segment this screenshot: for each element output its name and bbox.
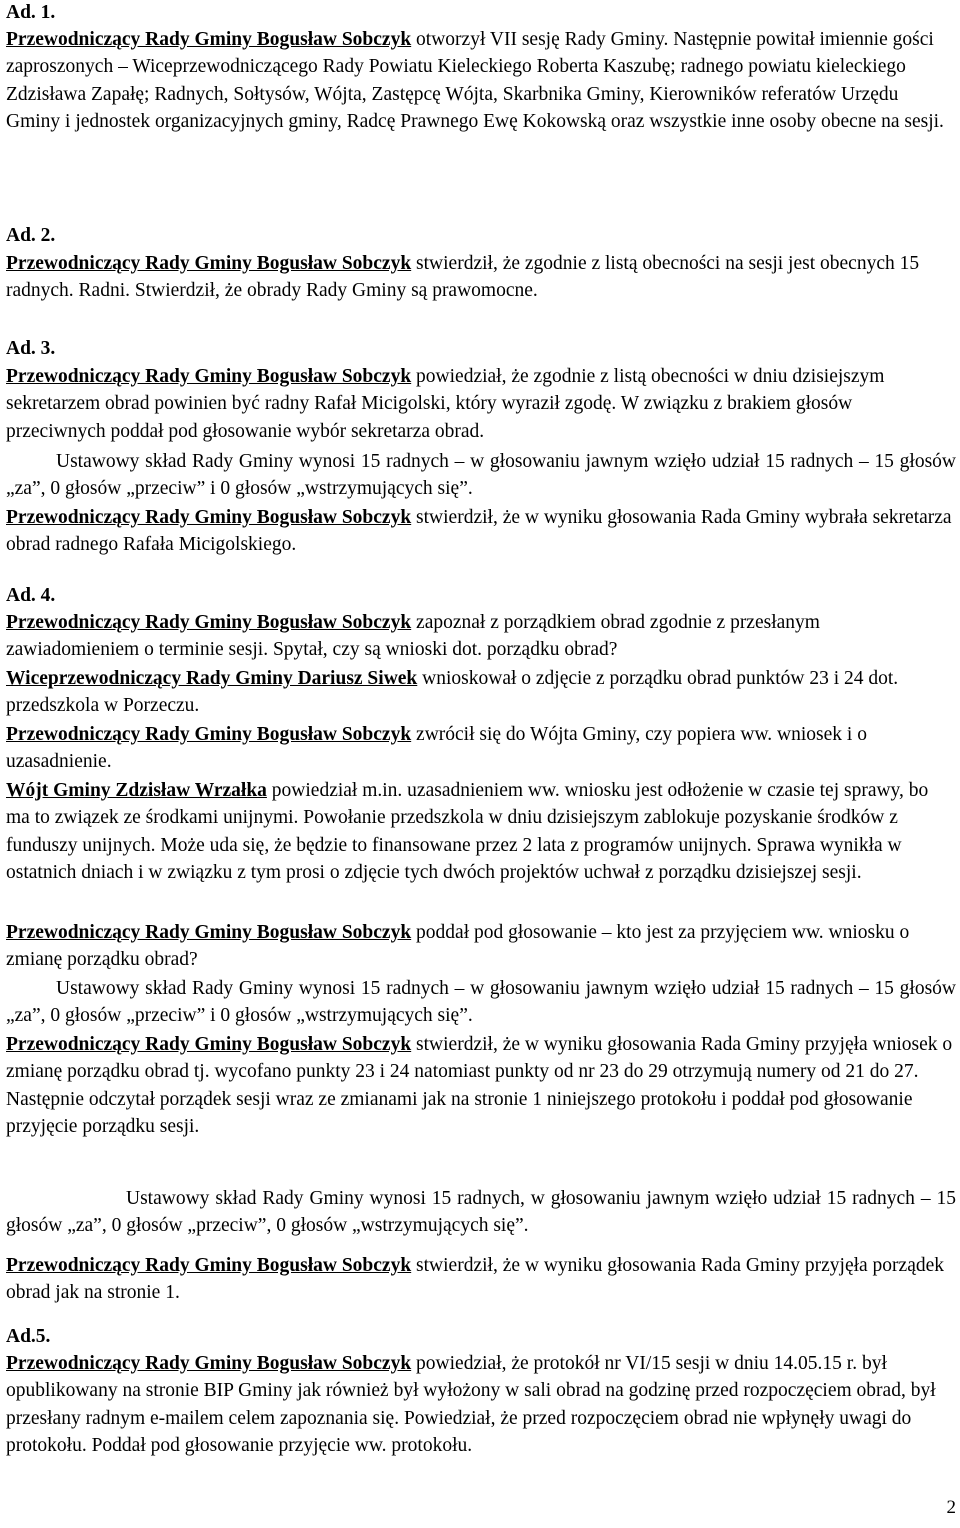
section-heading: Ad. 4. [6, 585, 56, 606]
paragraph [6, 250, 956, 305]
paragraph-text: stwierdził, że w wyniku głosowania Rada Gminy przyjęła wniosek o zmianę porządku obrad tj. wycofano punkty 23 i 24 natomiast punkty od nr 23 do 29 otrzymują numery od 21 do 27. Następnie odczytał porządek sesji wraz ze zmianami jak na stronie 1 niniejszego protokołu i poddał pod głosowanie przyjęcie porządku sesji. [6, 1034, 953, 1137]
speaker-name: Przewodniczący Rady Gminy Bogusław Sobczyk [6, 1034, 412, 1055]
section-heading: Ad.5. [6, 1326, 51, 1347]
speaker-name: Przewodniczący Rady Gminy Bogusław Sobczyk [6, 724, 412, 745]
paragraph-text: powiedział, że protokół nr VI/15 sesji w dniu 14.05.15 r. był opublikowany na stronie BIP Gminy jak również był wyłożony w sali obrad na godzinę przed rozpoczęciem obrad, był przesłany radnym e-mailem celem zapoznania się. Powiedział, że przed rozpoczęciem obrad nie wpłynęły uwagi do protokołu. Poddał pod głosowanie przyjęcie ww. protokołu. [6, 1353, 936, 1456]
paragraph-text: zwrócił się do Wójta Gminy, czy popiera ww. wniosek i o uzasadnienie. [6, 724, 867, 773]
paragraph-text: stwierdził, że w wyniku głosowania Rada Gminy wybrała sekretarza obrad radnego Rafała Micigolskiego. [6, 507, 952, 556]
speaker-name: Przewodniczący Rady Gminy Bogusław Sobczyk [6, 253, 412, 274]
speaker-name: Przewodniczący Rady Gminy Bogusław Sobczyk [6, 1255, 412, 1276]
speaker-name: Przewodniczący Rady Gminy Bogusław Sobczyk [6, 922, 412, 943]
section-heading: Ad. 1. [6, 2, 56, 23]
paragraph-text: powiedział m.in. uzasadnieniem ww. wniosku jest odłożenie w czasie tej sprawy, bo ma to związek ze środkami unijnymi. Powołanie przedszkola w dniu dzisiejszym zablokuje pozyskanie środków z funduszy unijnych. Może uda się, że będzie to finansowane przez 2 lata z programów unijnych. Sprawa wynikła w ostatnich dniach i w związku z tym prosi o zdjęcie tych dwóch projektów uchwał z porządku dzisiejszej sesji. [6, 780, 929, 883]
speaker-name: Wiceprzewodniczący Rady Gminy Dariusz Siwek [6, 668, 418, 689]
paragraph-text: stwierdził, że w wyniku głosowania Rada Gminy przyjęła porządek obrad jak na stronie 1. [6, 1255, 945, 1304]
paragraph [6, 363, 956, 445]
paragraph [6, 919, 956, 974]
speaker-name: Przewodniczący Rady Gminy Bogusław Sobczyk [6, 366, 412, 387]
paragraph-text: wnioskował o zdjęcie z porządku obrad punktów 23 i 24 dot. przedszkola w Porzeczu. [6, 668, 899, 717]
speaker-name: Wójt Gminy Zdzisław Wrzałka [6, 780, 267, 801]
vote-paragraph [6, 1185, 956, 1240]
paragraph-text: zapoznał z porządkiem obrad zgodnie z przesłanym zawiadomieniem o terminie sesji. Spytał, czy są wnioski dot. porządku obrad? [6, 612, 820, 661]
paragraph-text: poddał pod głosowanie – kto jest za przyjęciem ww. wniosku o zmianę porządku obrad? [6, 922, 910, 971]
paragraph-text: Ustawowy skład Rady Gminy wynosi 15 radnych – w głosowaniu jawnym wzięło udział 15 radnych – 15 głosów „za”, 0 głosów „przeciw” i 0 głosów „wstrzymujących się”. [6, 978, 956, 1027]
page-number: 2 [946, 1497, 956, 1518]
paragraph [6, 1252, 956, 1307]
section-heading: Ad. 3. [6, 338, 56, 359]
paragraph-text: Ustawowy skład Rady Gminy wynosi 15 radnych, w głosowaniu jawnym wzięło udział 15 radnych – 15 głosów „za”, 0 głosów „przeciw”, 0 głosów „wstrzymujących się”. [6, 1188, 956, 1237]
speaker-name: Przewodniczący Rady Gminy Bogusław Sobczyk [6, 1353, 412, 1374]
paragraph [6, 609, 956, 664]
paragraph [6, 1031, 956, 1140]
paragraph-text: powiedział, że zgodnie z listą obecności w dniu dzisiejszym sekretarzem obrad powinien być radny Rafał Micigolski, który wyraził zgodę. W związku z brakiem głosów przeciwnych poddał pod głosowanie wybór sekretarza obrad. [6, 366, 885, 442]
paragraph [6, 665, 956, 720]
paragraph [6, 721, 956, 776]
speaker-name: Przewodniczący Rady Gminy Bogusław Sobczyk [6, 612, 412, 633]
section-heading: Ad. 2. [6, 225, 56, 246]
paragraph-text: stwierdził, że zgodnie z listą obecności na sesji jest obecnych 15 radnych. Radni. Stwierdził, że obrady Rady Gminy są prawomocne. [6, 253, 920, 302]
vote-paragraph [6, 975, 956, 1030]
speaker-name: Przewodniczący Rady Gminy Bogusław Sobczyk [6, 507, 412, 528]
paragraph [6, 504, 956, 559]
paragraph [6, 26, 956, 135]
vote-paragraph [6, 448, 956, 503]
speaker-name: Przewodniczący Rady Gminy Bogusław Sobczyk [6, 29, 412, 50]
paragraph [6, 777, 956, 886]
paragraph [6, 1350, 956, 1459]
paragraph-text: otworzył VII sesję Rady Gminy. Następnie powitał imiennie gości zaproszonych – Wiceprzewodniczącego Rady Powiatu Kieleckiego Roberta Kaszubę; radnego powiatu kieleckiego Zdzisława Zapałę; Radnych, Sołtysów, Wójta, Zastępcę Wójta, Skarbnika Gminy, Kierowników referatów Urzędu Gminy i jednostek organizacyjnych gminy, Radcę Prawnego Ewę Kokowską oraz wszystkie inne osoby obecne na sesji. [6, 29, 944, 132]
paragraph-text: Ustawowy skład Rady Gminy wynosi 15 radnych – w głosowaniu jawnym wzięło udział 15 radnych – 15 głosów „za”, 0 głosów „przeciw” i 0 głosów „wstrzymujących się”. [6, 451, 956, 500]
